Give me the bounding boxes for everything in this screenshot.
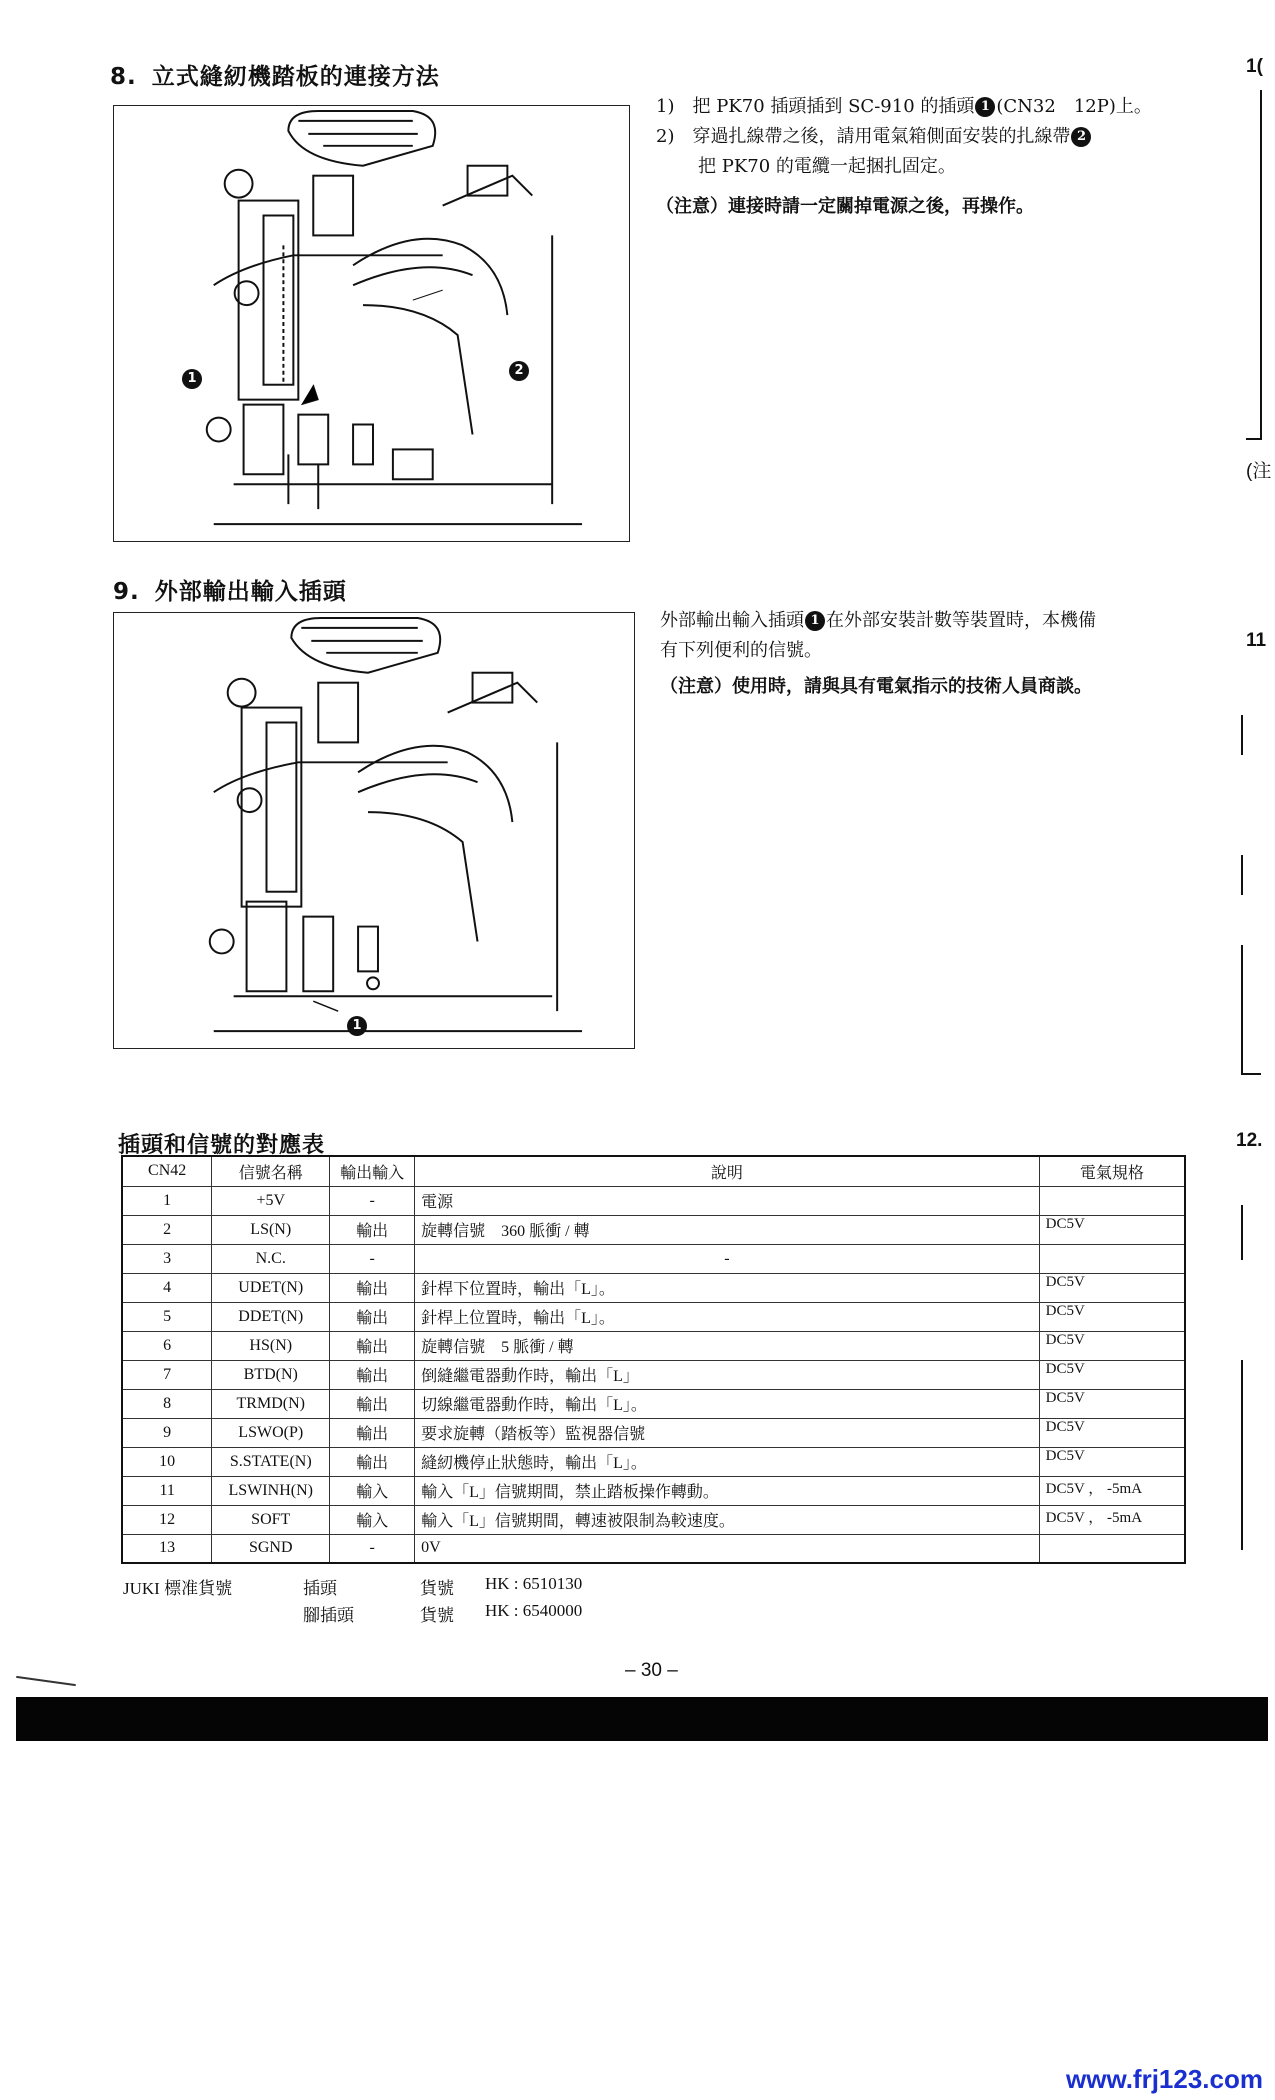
cell-io: 輸入 — [330, 1476, 415, 1505]
sec9-callout-badge — [346, 1015, 368, 1036]
cell-spec: DC5V — [1039, 1389, 1185, 1418]
col-cn42: CN42 — [122, 1156, 212, 1186]
juki-item2-no-label: 貨號 — [420, 1606, 454, 1625]
juki-label: JUKI 標准貨號 — [123, 1579, 233, 1598]
cell-spec — [1039, 1186, 1185, 1215]
section9-note: （注意）使用時，請與具有電氣指示的技術人員商談。 — [660, 676, 1092, 697]
cell-pin: 3 — [122, 1244, 212, 1273]
cell-pin: 4 — [122, 1273, 212, 1302]
cell-io: 輸出 — [330, 1302, 415, 1331]
edge-line-4-foot — [1241, 1073, 1261, 1075]
table-row — [122, 1215, 1185, 1244]
cell-desc: 縫紉機停止狀態時，輸出「L」。 — [415, 1447, 1040, 1476]
cell-io: 輸出 — [330, 1447, 415, 1476]
cell-desc: 0V — [415, 1534, 1040, 1563]
section9-number: 9. — [113, 579, 140, 605]
page-number: – 30 – — [625, 1660, 678, 1681]
step-2 — [656, 122, 1216, 152]
cell-desc: 旋轉信號 5 脈衝 / 轉 — [415, 1331, 1040, 1360]
section9-heading — [113, 573, 347, 606]
cell-pin: 13 — [122, 1534, 212, 1563]
cell-pin: 5 — [122, 1302, 212, 1331]
section9-line2: 有下列便利的信號。 — [660, 640, 822, 661]
cell-spec: DC5V — [1039, 1331, 1185, 1360]
sec9-callout-1: 1 — [347, 1016, 367, 1036]
cell-io: - — [330, 1244, 415, 1273]
cell-spec: DC5V — [1039, 1360, 1185, 1389]
table-row — [122, 1302, 1185, 1331]
cell-io: 輸入 — [330, 1505, 415, 1534]
cell-pin: 1 — [122, 1186, 212, 1215]
edge-line-2 — [1241, 715, 1243, 755]
cell-signal: HS(N) — [212, 1331, 330, 1360]
table-row — [122, 1476, 1185, 1505]
cell-desc: 輸入「L」信號期間，禁止踏板操作轉動。 — [415, 1476, 1040, 1505]
cell-signal: LSWO(P) — [212, 1418, 330, 1447]
section8-note: （注意）連接時請一定關掉電源之後，再操作。 — [656, 196, 1034, 217]
table-row — [122, 1505, 1185, 1534]
col-description: 說明 — [415, 1156, 1040, 1186]
cell-io: - — [330, 1534, 415, 1563]
cell-desc: 針桿下位置時，輸出「L」。 — [415, 1273, 1040, 1302]
col-electrical-spec: 電氣規格 — [1039, 1156, 1185, 1186]
cell-signal: N.C. — [212, 1244, 330, 1273]
cell-io: 輸出 — [330, 1331, 415, 1360]
watermark-url: www.frj123.com — [1066, 2064, 1263, 2094]
table-row — [122, 1447, 1185, 1476]
step-2-continuation: 把 PK70 的電纜一起捆扎固定。 — [698, 156, 956, 177]
cell-pin: 2 — [122, 1215, 212, 1244]
col-io: 輸出輸入 — [330, 1156, 415, 1186]
cell-spec: DC5V — [1039, 1447, 1185, 1476]
cell-spec — [1039, 1534, 1185, 1563]
table-row — [122, 1273, 1185, 1302]
section8-figure — [113, 105, 630, 542]
scan-mark — [16, 1676, 76, 1686]
signal-table — [121, 1155, 1186, 1564]
cell-signal: DDET(N) — [212, 1302, 330, 1331]
callout-1: 1 — [182, 369, 202, 389]
cell-spec — [1039, 1244, 1185, 1273]
section9-text-end: 在外部安裝計數等裝置時，本機備 — [826, 610, 1096, 631]
edge-line-3 — [1241, 855, 1243, 895]
step-2-text: 2) 穿過扎線帶之後，請用電氣箱側面安裝的扎線帶 — [656, 126, 1071, 147]
section8-number: 8. — [110, 64, 137, 90]
cell-desc: 要求旋轉（踏板等）監視器信號 — [415, 1418, 1040, 1447]
cell-signal: BTD(N) — [212, 1360, 330, 1389]
section9-text — [660, 606, 1220, 666]
cell-pin: 12 — [122, 1505, 212, 1534]
table-title: 插頭和信號的對應表 — [118, 1133, 326, 1158]
cell-pin: 11 — [122, 1476, 212, 1505]
edge-line-5 — [1241, 1205, 1243, 1260]
cell-io: - — [330, 1186, 415, 1215]
cell-spec: DC5V — [1039, 1273, 1185, 1302]
cell-pin: 6 — [122, 1331, 212, 1360]
cell-pin: 8 — [122, 1389, 212, 1418]
edge-line-6 — [1241, 1360, 1243, 1550]
juki-item2-no: HK : 6540000 — [485, 1601, 583, 1620]
table-row — [122, 1331, 1185, 1360]
connector-illustration — [114, 613, 634, 1048]
cell-io: 輸出 — [330, 1360, 415, 1389]
cell-io: 輸出 — [330, 1273, 415, 1302]
section9-line1 — [660, 606, 1220, 636]
edge-mark-bottom: 12. — [1236, 1130, 1263, 1151]
section9-text-start: 外部輸出輸入插頭 — [660, 610, 804, 631]
cell-desc: 旋轉信號 360 脈衝 / 轉 — [415, 1215, 1040, 1244]
cell-desc: 電源 — [415, 1186, 1040, 1215]
callout-2-badge — [508, 360, 530, 381]
control-box-illustration — [114, 106, 629, 541]
edge-mark-note: (注 — [1246, 461, 1272, 482]
step-1 — [656, 92, 1216, 122]
juki-item2: 腳插頭 — [303, 1606, 354, 1625]
cell-spec: DC5V ， -5mA — [1039, 1476, 1185, 1505]
cell-pin: 9 — [122, 1418, 212, 1447]
cell-spec: DC5V ， -5mA — [1039, 1505, 1185, 1534]
col-signal-name: 信號名稱 — [212, 1156, 330, 1186]
cell-desc: 針桿上位置時，輸出「L」。 — [415, 1302, 1040, 1331]
cell-io: 輸出 — [330, 1215, 415, 1244]
cell-spec: DC5V — [1039, 1215, 1185, 1244]
section9-title: 外部輸出輸入插頭 — [154, 579, 347, 605]
cell-signal: LSWINH(N) — [212, 1476, 330, 1505]
callout-2: 2 — [509, 361, 529, 381]
table-row — [122, 1244, 1185, 1273]
edge-line-4 — [1241, 945, 1243, 1075]
juki-item1-no: HK : 6510130 — [485, 1574, 583, 1593]
table-row — [122, 1534, 1185, 1563]
cell-spec: DC5V — [1039, 1302, 1185, 1331]
cell-desc: 倒縫繼電器動作時，輸出「L」 — [415, 1360, 1040, 1389]
scan-edge-bar — [16, 1697, 1268, 1741]
juki-item1: 插頭 — [303, 1579, 337, 1598]
section9-badge: 1 — [805, 611, 825, 631]
cell-signal: TRMD(N) — [212, 1389, 330, 1418]
table-header-row — [122, 1156, 1185, 1186]
step-1-badge: 1 — [975, 97, 995, 117]
cell-desc: 輸入「L」信號期間，轉速被限制為較速度。 — [415, 1505, 1040, 1534]
step-1-text: 1) 把 PK70 插頭插到 SC-910 的插頭 — [656, 96, 975, 117]
table-row — [122, 1389, 1185, 1418]
table-row — [122, 1186, 1185, 1215]
table-row — [122, 1360, 1185, 1389]
edge-line-1 — [1260, 90, 1262, 440]
cell-spec: DC5V — [1039, 1418, 1185, 1447]
edge-line-1-foot — [1246, 438, 1262, 440]
cell-desc: 切線繼電器動作時，輸出「L」。 — [415, 1389, 1040, 1418]
edge-mark-mid: 11 — [1246, 630, 1267, 651]
section8-steps — [656, 92, 1216, 182]
step-1-text-end: (CN32 12P)上。 — [996, 96, 1152, 117]
cell-signal: LS(N) — [212, 1215, 330, 1244]
cell-io: 輸出 — [330, 1418, 415, 1447]
section9-figure — [113, 612, 635, 1049]
juki-item1-no-label: 貨號 — [420, 1579, 454, 1598]
cell-signal: SGND — [212, 1534, 330, 1563]
cell-desc: - — [415, 1244, 1040, 1273]
edge-mark-top: 1( — [1246, 56, 1263, 77]
table-row — [122, 1418, 1185, 1447]
cell-signal: SOFT — [212, 1505, 330, 1534]
cell-signal: S.STATE(N) — [212, 1447, 330, 1476]
cell-signal: UDET(N) — [212, 1273, 330, 1302]
cell-io: 輸出 — [330, 1389, 415, 1418]
cell-pin: 7 — [122, 1360, 212, 1389]
cell-signal: +5V — [212, 1186, 330, 1215]
callout-1-badge — [181, 368, 203, 389]
step-2-badge: 2 — [1071, 127, 1091, 147]
section8-title: 立式縫紉機踏板的連接方法 — [151, 64, 440, 90]
section8-heading — [110, 58, 440, 91]
cell-pin: 10 — [122, 1447, 212, 1476]
